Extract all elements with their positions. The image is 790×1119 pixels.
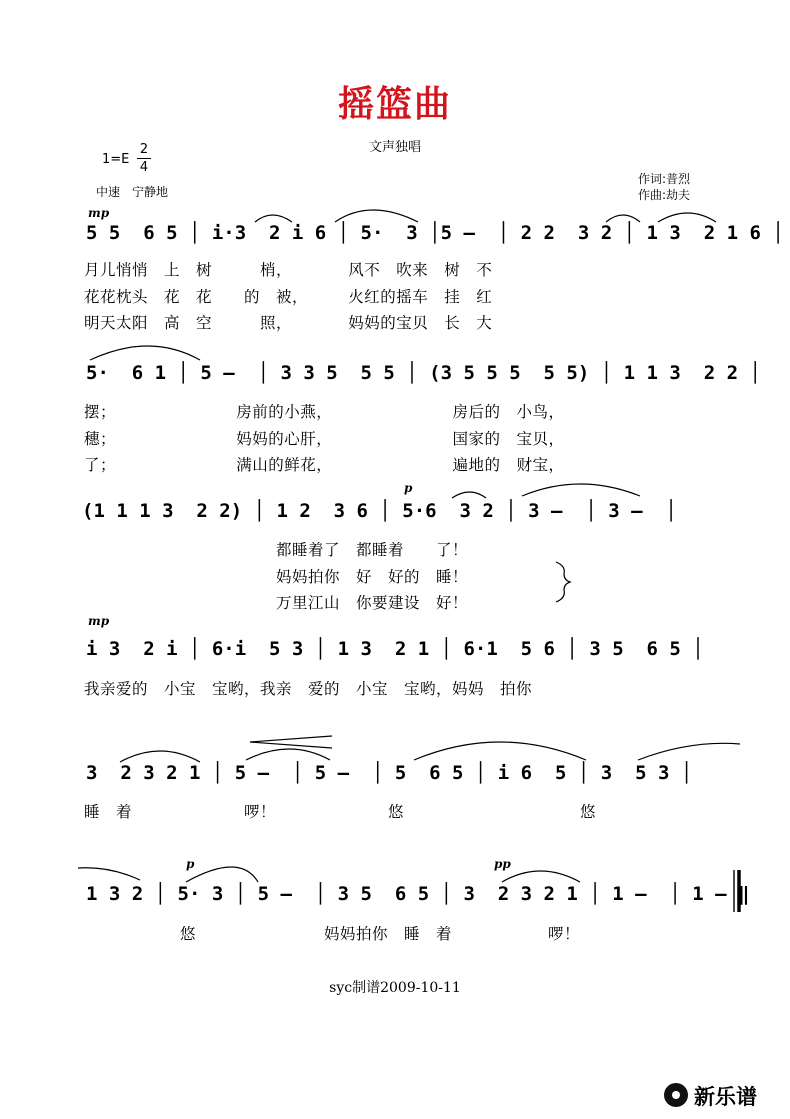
slur-6 bbox=[452, 492, 486, 498]
dynamic-pp: pp bbox=[494, 857, 511, 871]
transcriber-credit: syc制谱2009-10-11 bbox=[329, 980, 461, 996]
verse-brace bbox=[556, 562, 570, 602]
time-signature-top: 2 bbox=[139, 142, 149, 157]
tempo-marking: 中速 宁静地 bbox=[96, 185, 169, 199]
slur-14 bbox=[502, 871, 580, 882]
slur-5 bbox=[90, 346, 200, 360]
dynamic-mp-2: mp bbox=[88, 614, 110, 628]
notation-row-3: (1 1 1 3 2 2) │ 1 2 3 6 │ 5·6 3 2 │ 3 – │ 3 – │ bbox=[82, 500, 677, 522]
lyric-row-6: 悠 妈妈拍你 睡 着 啰！ bbox=[180, 925, 581, 943]
notation-row-1: 5 5 6 5 │ i·3 2 i 6 │ 5· 3 │5 – │ 2 2 3 2 │ 1 3 2 1 6 │ bbox=[86, 222, 784, 244]
notation-row-6: 1 3 2 │ 5· 3 │ 5 – │ 3 5 6 5 │ 3 2 3 2 1 │ 1 – │ 1 – ‖ bbox=[86, 883, 750, 905]
lyric-row-3-verse-2: 妈妈拍你 好 好的 睡！ bbox=[276, 568, 469, 586]
diminuendo-hairpin bbox=[250, 736, 332, 748]
notation-row-4: i 3 2 i │ 6·i 5 3 │ 1 3 2 1 │ 6·1 5 6 │ 3 5 6 5 │ bbox=[86, 638, 704, 660]
notation-row-2: 5· 6 1 │ 5 – │ 3 3 5 5 5 │ (3 5 5 5 5 5) │ 1 1 3 2 2 │ bbox=[86, 362, 761, 384]
slur-10 bbox=[414, 742, 586, 760]
song-title: 摇篮曲 bbox=[337, 83, 452, 125]
record-icon bbox=[664, 1083, 688, 1107]
lyric-row-2-verse-2: 穗； 妈妈的心肝， 国家的 宝贝， bbox=[84, 430, 565, 448]
slur-3 bbox=[606, 215, 640, 222]
lyric-row-2-verse-1: 摆； 房前的小燕， 房后的 小鸟， bbox=[84, 403, 565, 421]
lyricist-credit: 作词:普烈 bbox=[638, 172, 691, 186]
slur-2 bbox=[335, 210, 418, 222]
slur-8 bbox=[120, 751, 200, 762]
slur-11 bbox=[638, 743, 740, 760]
dynamic-mp-1: mp bbox=[88, 206, 110, 220]
key-signature: 1=E bbox=[102, 152, 130, 167]
lyric-row-2-verse-3: 了； 满山的鲜花， 遍地的 财宝， bbox=[84, 456, 565, 474]
notation-row-5: 3 2 3 2 1 │ 5 – │ 5 – │ 5 6 5 │ i 6 5 │ 3 5 3 │ bbox=[86, 762, 693, 784]
slur-12 bbox=[78, 868, 140, 880]
lyric-row-4: 我亲爱的 小宝 宝哟，我亲 爱的 小宝 宝哟，妈妈 拍你 bbox=[84, 680, 533, 698]
slur-7 bbox=[522, 484, 640, 496]
time-signature-bottom: 4 bbox=[139, 160, 149, 175]
slur-4 bbox=[658, 213, 716, 222]
lyric-row-3-verse-1: 都睡着了 都睡着 了！ bbox=[276, 541, 469, 559]
slur-9 bbox=[246, 749, 330, 760]
site-logo: 新乐谱 bbox=[694, 1085, 757, 1109]
lyric-row-1-verse-2: 花花枕头 花 花 的 被， 火红的摇车 挂 红 bbox=[84, 288, 493, 306]
slur-13 bbox=[186, 867, 258, 882]
lyric-row-5: 睡 着 啰！ 悠 悠 bbox=[84, 803, 597, 821]
lyric-row-1-verse-3: 明天太阳 高 空 照， 妈妈的宝贝 长 大 bbox=[84, 314, 493, 332]
performance-note: 文声独唱 bbox=[368, 140, 421, 155]
lyric-row-1-verse-1: 月儿悄悄 上 树 梢， 风不 吹来 树 不 bbox=[84, 261, 493, 279]
dynamic-p-1: p bbox=[404, 481, 413, 495]
dynamic-p-2: p bbox=[186, 857, 195, 871]
lyric-row-3-verse-3: 万里江山 你要建设 好！ bbox=[276, 594, 469, 612]
slur-1 bbox=[255, 215, 292, 222]
composer-credit: 作曲:劫夫 bbox=[638, 188, 691, 202]
